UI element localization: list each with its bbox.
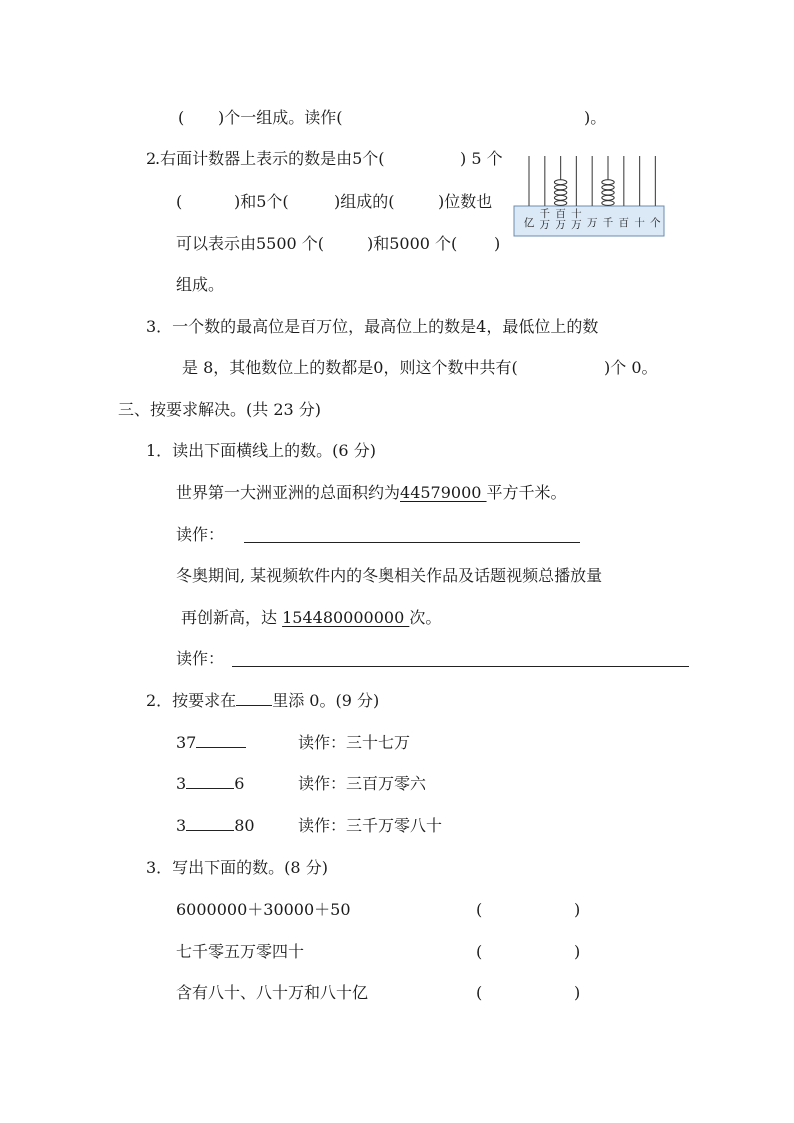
abacus-place-label: 万 — [571, 219, 582, 231]
q2-line2-b: )和5个( — [234, 192, 289, 211]
abacus-bead — [554, 185, 566, 190]
abacus-bead — [602, 201, 614, 206]
abacus-bead — [554, 180, 566, 185]
q2-line3-a: 可以表示由5500 个( — [176, 234, 325, 253]
q3-line2-b: )个 0。 — [604, 358, 658, 377]
abacus-place-label: 万 — [555, 219, 566, 231]
abacus-bead — [554, 195, 566, 200]
abacus-bead — [602, 190, 614, 195]
abacus-place-label: 万 — [586, 217, 598, 229]
s3-q1-read-2-label: 读作： — [176, 649, 225, 668]
s3-q1-title: 1．读出下面横线上的数。(6 分) — [146, 441, 376, 460]
s3-q3-row-3-open: ( — [476, 983, 483, 1002]
q3-line2-a: 是 8，其他数位上的数都是0，则这个数中共有( — [182, 358, 518, 377]
s3-q2-row-2-blank[interactable] — [186, 774, 234, 789]
q2-line2-c: )组成的( — [334, 192, 395, 211]
abacus-place-label: 十 — [571, 208, 582, 220]
q2-number: 2 — [146, 149, 157, 168]
abacus-place-label: 个 — [650, 217, 661, 229]
s3-q1-s1-b: 平方千米。 — [486, 483, 567, 502]
section-3-title: 三、按要求解决。(共 23 分) — [118, 400, 322, 419]
abacus-bead — [602, 185, 614, 190]
q2-line2-a: ( — [176, 192, 183, 211]
s3-q1-read-2-answer-line[interactable] — [232, 666, 689, 667]
abacus-place-label: 万 — [539, 219, 551, 231]
top-line-end: )。 — [584, 108, 607, 127]
s3-q1-s2-line1: 冬奥期间, 某视频软件内的冬奥相关作品及话题视频总播放量 — [176, 566, 603, 585]
s3-q2-title-blank — [236, 691, 272, 706]
s3-q2-row-2-read: 读作：三百万零六 — [298, 774, 427, 793]
s3-q2-title-a: 2．按要求在 — [146, 691, 237, 710]
s3-q1-sentence-2 — [181, 607, 441, 629]
s3-q1-s1-a: 世界第一大洲亚洲的总面积约为 — [176, 483, 401, 502]
abacus-bead — [602, 195, 614, 200]
s3-q1-s2-a: 再创新高，达 — [181, 608, 283, 627]
abacus-bead — [602, 180, 614, 185]
s3-q1-read-1-answer-line[interactable] — [244, 542, 580, 543]
s3-q2-row-2-b: 6 — [234, 774, 245, 793]
q2-line3-c: ) — [494, 234, 501, 253]
s3-q2-row-1-read: 读作：三十七万 — [298, 733, 411, 752]
q2-line1-a: .右面计数器上表示的数是由5个( — [155, 149, 385, 168]
s3-q1-read-1-label: 读作： — [176, 525, 225, 544]
s3-q2-title — [146, 690, 379, 712]
s3-q3-row-1-open: ( — [476, 900, 483, 919]
q2-line2-d: )位数也 — [438, 192, 493, 211]
s3-q3-row-3-close: ) — [574, 983, 581, 1002]
s3-q2-row-2-a: 3 — [176, 774, 187, 793]
s3-q3-row-1-expr: 6000000＋30000＋50 — [176, 900, 351, 919]
q2-line4: 组成。 — [176, 275, 225, 294]
s3-q2-row-1-blank[interactable] — [196, 733, 246, 748]
s3-q2-row-3-read: 读作：三千万零八十 — [298, 816, 443, 835]
s3-q3-title: 3．写出下面的数。(8 分) — [146, 858, 328, 877]
s3-q2-row — [176, 773, 244, 795]
s3-q3-row-3-expr: 含有八十、八十万和八十亿 — [176, 983, 369, 1002]
s3-q2-row-1-a: 37 — [176, 733, 197, 752]
abacus-place-label: 千 — [602, 217, 614, 229]
abacus-bead — [554, 190, 566, 195]
q3-line1: 3．一个数的最高位是百万位，最高位上的数是4，最低位上的数 — [146, 317, 599, 336]
s3-q2-row — [176, 815, 255, 837]
s3-q2-row — [176, 732, 246, 754]
s3-q2-row-3-blank[interactable] — [186, 816, 234, 831]
s3-q2-row-3-a: 3 — [176, 816, 187, 835]
s3-q3-row-2-open: ( — [476, 942, 483, 961]
s3-q1-s1-number: 44579000 — [400, 483, 487, 502]
s3-q3-row-1-close: ) — [574, 900, 581, 919]
s3-q2-title-b: 里添 0。(9 分) — [272, 691, 380, 710]
abacus-place-label: 十 — [634, 217, 645, 229]
s3-q3-row-2-expr: 七千零五万零四十 — [176, 942, 305, 961]
abacus-place-label: 百 — [555, 208, 566, 220]
top-open-paren: ( — [178, 108, 185, 127]
s3-q2-row-3-b: 80 — [234, 816, 255, 835]
abacus-figure — [512, 154, 666, 238]
q2-line1-b: ) 5 个 — [460, 149, 503, 168]
s3-q3-row-2-close: ) — [574, 942, 581, 961]
abacus-place-label: 百 — [618, 217, 630, 229]
q2-line3-b: )和5000 个( — [367, 234, 458, 253]
top-line-mid: )个一组成。读作( — [218, 108, 343, 127]
abacus-place-label: 千 — [539, 208, 551, 220]
s3-q1-sentence-1 — [176, 482, 567, 504]
abacus-bead — [554, 201, 566, 206]
s3-q1-s2-number: 154480000000 — [282, 608, 410, 627]
abacus-place-label: 亿 — [523, 217, 535, 229]
s3-q1-s2-b: 次。 — [409, 608, 442, 627]
